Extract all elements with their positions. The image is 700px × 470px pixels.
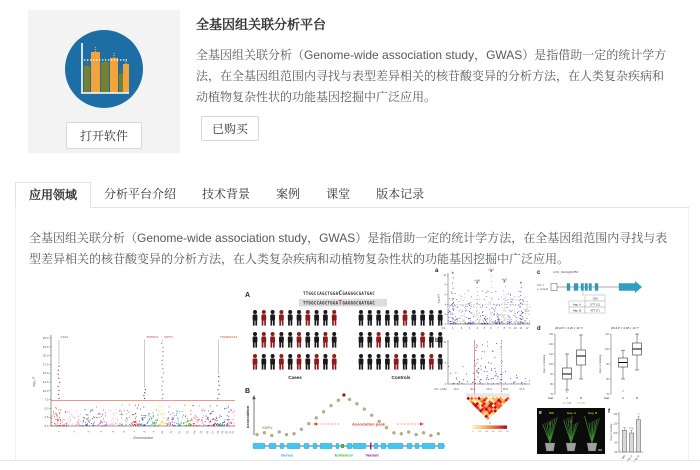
svg-text:36.6: 36.6 — [486, 388, 492, 391]
svg-text:7.5: 7.5 — [44, 397, 49, 402]
figure-rice-gwas-panels — [433, 262, 651, 463]
svg-text:Variant: Variant — [365, 452, 379, 458]
svg-text:11: 11 — [169, 430, 174, 435]
svg-text:Hap. B: Hap. B — [588, 411, 598, 415]
product-header — [196, 10, 674, 108]
svg-text:B: B — [245, 388, 251, 395]
svg-text:Hap.: Hap. — [548, 396, 554, 400]
svg-text:22: 22 — [231, 430, 236, 435]
svg-text:15.0: 15.0 — [42, 371, 49, 376]
svg-text:130: 130 — [549, 332, 553, 336]
svg-text:(n = 67): (n = 67) — [577, 402, 585, 405]
svg-text:f: f — [608, 409, 610, 415]
svg-text:70: 70 — [606, 392, 609, 396]
svg-text:Days to heading: Days to heading — [599, 354, 602, 374]
svg-text:Cases: Cases — [288, 375, 302, 380]
svg-text:19: 19 — [220, 430, 225, 435]
svg-text:Genes: Genes — [280, 452, 294, 458]
svg-text:9: 9 — [152, 430, 156, 434]
svg-text:25.0: 25.0 — [42, 336, 49, 340]
svg-text:100: 100 — [549, 362, 553, 366]
open-software-button[interactable]: 打开软件 — [66, 122, 142, 149]
svg-text:7: 7 — [497, 327, 499, 330]
svg-text:2.5: 2.5 — [44, 415, 49, 420]
svg-text:4: 4 — [476, 327, 479, 330]
svg-text:20: 20 — [224, 430, 229, 435]
svg-text:Hap. A: Hap. A — [626, 454, 634, 463]
svg-text:7: 7 — [133, 430, 137, 434]
svg-text:SNPs: SNPs — [262, 425, 273, 430]
svg-text:120: 120 — [613, 413, 618, 416]
svg-text:2013 P = 4.20 × 10⁻¹³: 2013 P = 4.20 × 10⁻¹³ — [555, 326, 583, 330]
tab-bar — [15, 182, 689, 208]
svg-text:B: B — [580, 396, 582, 400]
svg-text:Chr.: Chr. — [441, 327, 446, 330]
svg-text:Association peak: Association peak — [352, 421, 385, 427]
svg-text:5: 5 — [444, 361, 446, 365]
svg-text:90: 90 — [606, 362, 609, 366]
svg-text:5: 5 — [111, 430, 115, 434]
svg-text:CSF1: CSF1 — [60, 335, 69, 339]
svg-text:Chr. 1: Chr. 1 — [537, 284, 544, 287]
svg-text:14: 14 — [192, 430, 197, 435]
svg-text:Hap.: Hap. — [604, 396, 610, 400]
svg-text:ATT (T): ATT (T) — [590, 308, 600, 313]
figure-human-gwas-manhattan — [29, 330, 239, 458]
svg-text:-526: -526 — [592, 296, 598, 301]
svg-text:70: 70 — [550, 392, 553, 396]
svg-text:b: b — [435, 338, 439, 344]
svg-text:Hd2: Hd2 — [501, 277, 508, 282]
svg-text:A: A — [566, 396, 568, 400]
tab-version-history[interactable]: 版本记录 — [376, 187, 425, 201]
app-manhattan-plot-icon — [65, 30, 143, 108]
svg-text:A: A — [622, 396, 624, 400]
svg-text:5: 5 — [483, 327, 486, 330]
svg-text:5.0: 5.0 — [44, 406, 49, 411]
tab-classroom[interactable]: 课堂 — [326, 187, 351, 201]
svg-text:TTGGCCAGCTGGATGAGGGCGATGAC: TTGGCCAGCTGGATGAGGGCGATGAC — [303, 298, 375, 307]
svg-text:**: ** — [637, 413, 640, 417]
svg-text:12: 12 — [525, 327, 529, 330]
svg-text:100: 100 — [605, 347, 609, 351]
svg-text:0: 0 — [472, 431, 474, 433]
svg-text:8: 8 — [143, 430, 147, 434]
svg-text:TTGGCCAGCTGGACGAGGGCGATGAC: TTGGCCAGCTGGACGAGGGCGATGAC — [303, 289, 375, 297]
svg-text:80: 80 — [614, 451, 618, 454]
svg-text:3: 3 — [87, 430, 91, 434]
svg-text:10: 10 — [513, 327, 517, 330]
svg-text:*: * — [490, 270, 493, 277]
svg-text:(n = 108): (n = 108) — [562, 402, 572, 405]
svg-text:0.4: 0.4 — [485, 431, 488, 433]
figure-case-control-association — [241, 283, 446, 458]
svg-text:12: 12 — [177, 430, 182, 435]
svg-text:37.0: 37.0 — [519, 388, 525, 391]
svg-text:100: 100 — [613, 432, 618, 435]
svg-text:*: * — [519, 281, 522, 288]
svg-text:90: 90 — [614, 442, 618, 445]
svg-text:90: 90 — [550, 372, 553, 376]
svg-text:1: 1 — [452, 327, 454, 330]
svg-text:12.5: 12.5 — [42, 380, 49, 384]
svg-text:TNFRSF11A: TNFRSF11A — [219, 335, 238, 339]
svg-text:120: 120 — [549, 342, 553, 346]
svg-text:Hap. B: Hap. B — [572, 308, 582, 313]
svg-text:0.8: 0.8 — [498, 431, 502, 433]
svg-text:c: c — [537, 270, 541, 276]
svg-text:B: B — [636, 396, 638, 400]
svg-text:1: 1 — [57, 430, 61, 434]
content-paragraph: 全基因组关联分析（Genome-wide association study，GWAS）是指借助一定的统计学方法，在全基因组范围内寻找与表型差异相关的核苷酸变异的分析方法，在人类复杂疾病和动植物复杂性状的功能基因挖掘中广泛应用。 — [29, 231, 668, 266]
svg-text:0: 0 — [444, 382, 446, 386]
svg-text:NIP: NIP — [549, 411, 555, 415]
svg-text:0.0: 0.0 — [44, 424, 49, 428]
svg-text:10: 10 — [443, 340, 446, 344]
tab-content — [15, 208, 689, 461]
svg-text:*: * — [451, 271, 454, 278]
svg-text:n.s.: n.s. — [629, 427, 634, 431]
svg-text:6: 6 — [122, 430, 127, 434]
svg-text:Hap. B: Hap. B — [633, 454, 641, 463]
svg-text:21: 21 — [228, 430, 233, 435]
svg-text:36.8: 36.8 — [502, 388, 508, 391]
svg-text:2: 2 — [460, 327, 463, 330]
svg-text:-log₁₀(P): -log₁₀(P) — [437, 294, 441, 304]
svg-text:3: 3 — [468, 327, 471, 330]
svg-text:2014 P = 3.08 × 10⁻²⁶: 2014 P = 3.08 × 10⁻²⁶ — [610, 326, 640, 330]
svg-text:110: 110 — [549, 352, 553, 356]
svg-text:13: 13 — [185, 430, 190, 435]
svg-text:GTT (C): GTT (C) — [589, 302, 601, 307]
tab-application-field[interactable]: 应用领域 — [15, 182, 91, 208]
svg-text:r²: r² — [489, 421, 491, 425]
svg-text:10: 10 — [443, 273, 446, 277]
svg-text:8: 8 — [444, 283, 446, 287]
svg-text:17: 17 — [210, 430, 215, 435]
svg-text:Days to heading: Days to heading — [543, 354, 546, 374]
svg-text:17.5: 17.5 — [42, 362, 49, 367]
svg-text:OPTN: OPTN — [164, 335, 173, 339]
svg-text:10.0: 10.0 — [42, 388, 49, 393]
svg-text:e: e — [539, 410, 542, 416]
svg-text:36.2: 36.2 — [453, 388, 459, 391]
svg-text:20.0: 20.0 — [42, 353, 49, 358]
svg-text:8: 8 — [503, 327, 506, 330]
svg-text:2: 2 — [444, 313, 446, 317]
svg-text:Chr. 1 (Mb): Chr. 1 (Mb) — [434, 388, 447, 391]
svg-text:22.5: 22.5 — [42, 344, 49, 349]
svg-text:36.4: 36.4 — [470, 388, 476, 391]
svg-text:TM7SF4: TM7SF4 — [146, 335, 158, 339]
svg-text:a: a — [435, 268, 439, 274]
svg-text:80: 80 — [550, 382, 553, 386]
tab-cases[interactable]: 案例 — [276, 187, 301, 201]
svg-text:Chromosome: Chromosome — [132, 436, 154, 440]
svg-text:Hd1: Hd1 — [488, 267, 494, 272]
svg-text:11: 11 — [519, 327, 523, 330]
svg-text:-log₁₀(P): -log₁₀(P) — [437, 358, 441, 368]
svg-text:10: 10 — [160, 430, 165, 435]
svg-text:6: 6 — [444, 293, 446, 297]
page-title: 全基因组关联分析平台 — [196, 17, 327, 32]
svg-text:2: 2 — [73, 430, 77, 434]
tab-platform-intro[interactable]: 分析平台介绍 — [104, 187, 177, 201]
svg-text:Hd6: Hd6 — [474, 278, 481, 283]
svg-text:1.0: 1.0 — [505, 431, 509, 433]
svg-text:A: A — [245, 292, 251, 299]
svg-text:LOC_Os01g62780: LOC_Os01g62780 — [553, 270, 579, 274]
tabs-panel — [15, 182, 689, 461]
svg-text:(+ strand): (+ strand) — [537, 288, 549, 291]
svg-text:4: 4 — [99, 430, 104, 434]
bottom-divider — [0, 460, 700, 461]
svg-text:-log₁₀ P: -log₁₀ P — [32, 376, 36, 388]
svg-text:0.6: 0.6 — [492, 431, 495, 433]
svg-text:Controls: Controls — [391, 375, 411, 380]
svg-text:0: 0 — [444, 322, 446, 326]
svg-text:0.2: 0.2 — [478, 431, 482, 433]
svg-text:4: 4 — [444, 303, 446, 307]
svg-text:80: 80 — [606, 377, 609, 381]
svg-text:110: 110 — [605, 332, 609, 336]
svg-text:9: 9 — [509, 327, 511, 330]
svg-text:Hap. A: Hap. A — [567, 411, 577, 415]
svg-text:18: 18 — [216, 430, 221, 435]
svg-text:16: 16 — [205, 430, 210, 435]
purchased-button[interactable]: 已购买 — [201, 116, 259, 141]
product-icon-card — [28, 10, 180, 153]
product-description: 全基因组关联分析（Genome-wide association study，GWAS）是指借助一定的统计学方法，在全基因组范围内寻找与表型差异相关的核苷酸变异的分析方法，在人类复杂疾病和动植物复杂性状的功能基因挖掘中广泛应用。 — [196, 48, 667, 104]
svg-text:6: 6 — [490, 327, 492, 330]
svg-text:d: d — [537, 326, 541, 332]
svg-text:Association: Association — [245, 405, 250, 429]
svg-text:Enhancer: Enhancer — [334, 452, 354, 458]
svg-text:110: 110 — [613, 423, 618, 426]
tab-tech-background[interactable]: 技术背景 — [202, 187, 251, 201]
svg-text:Hap. A: Hap. A — [572, 302, 582, 307]
svg-text:*: * — [503, 280, 506, 287]
svg-text:NIP: NIP — [621, 454, 627, 460]
svg-text:Days to heading: Days to heading — [611, 423, 613, 441]
svg-text:*: * — [476, 281, 479, 288]
svg-text:15: 15 — [199, 430, 204, 435]
